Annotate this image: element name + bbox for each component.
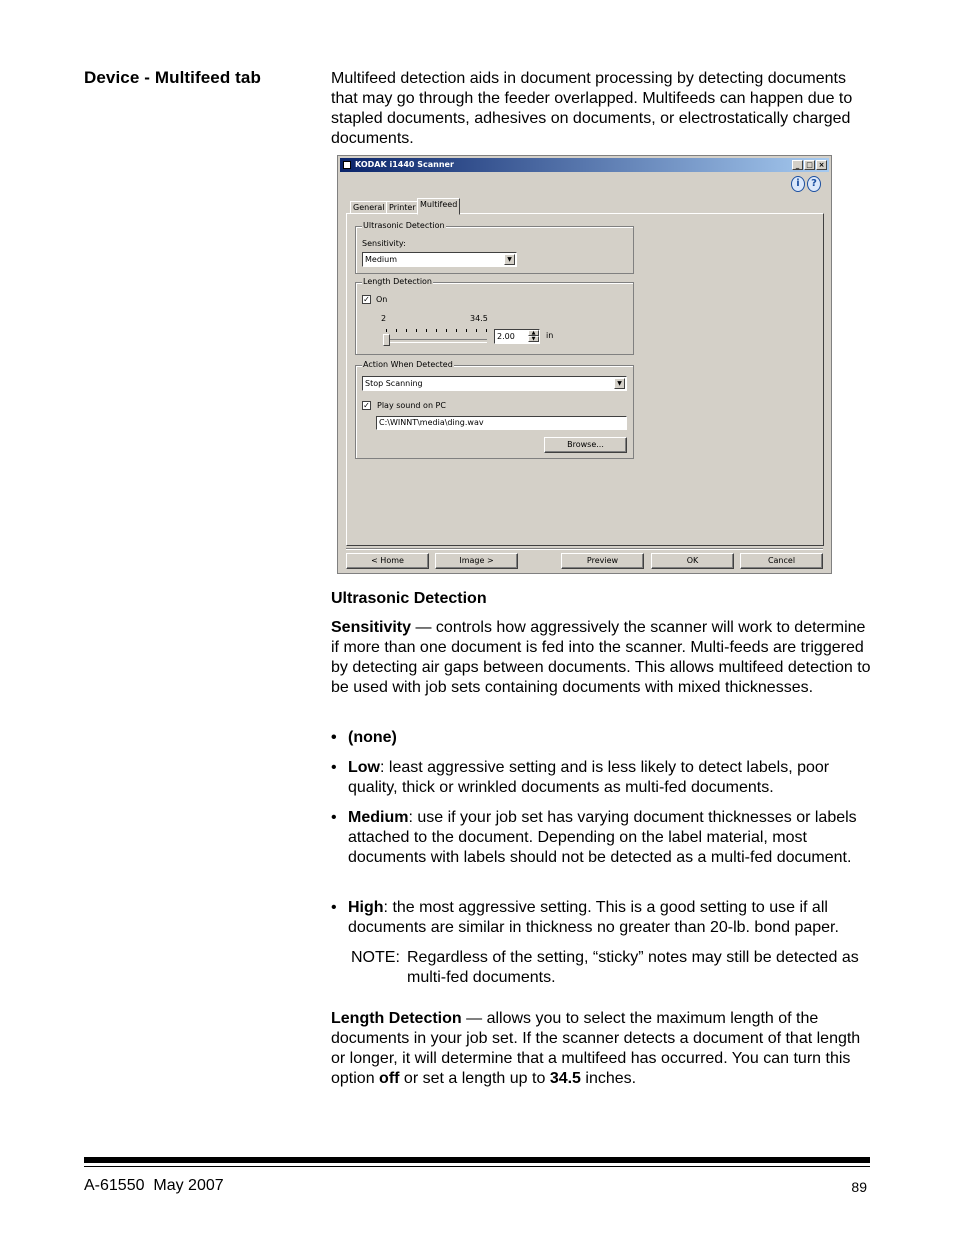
bullet-high bbox=[331, 898, 876, 938]
bullet-term: High bbox=[348, 899, 384, 916]
length-spinbox[interactable] bbox=[494, 329, 540, 344]
bullet-desc: : use if your job set has varying document thicknesses or labels attached to the document. Depending on the label material, most documents with labels should not be detected as a multi-fed document. bbox=[348, 809, 857, 866]
chevron-down-icon[interactable]: ▼ bbox=[614, 378, 625, 389]
length-on-checkbox[interactable]: ✓ bbox=[363, 295, 370, 304]
length-slider-thumb[interactable] bbox=[383, 334, 390, 346]
bullet-low bbox=[331, 758, 876, 798]
slider-tick bbox=[466, 329, 467, 332]
sensitivity-paragraph bbox=[331, 618, 876, 698]
sound-path-value: C:\WINNT\media\ding.wav bbox=[379, 418, 484, 427]
length-on-label: On bbox=[376, 295, 388, 304]
note bbox=[351, 948, 876, 988]
length-off: off bbox=[379, 1070, 400, 1087]
length-desc-1: — allows you to select the maximum length of the documents in your job set. If the scanner detects a document of that length or longer, it will determine that a multifeed has occurred. You can turn this option bbox=[331, 1010, 861, 1087]
slider-tick bbox=[456, 329, 457, 332]
slider-tick bbox=[426, 329, 427, 332]
play-sound-checkbox[interactable]: ✓ bbox=[363, 401, 370, 410]
tab-general[interactable]: General bbox=[350, 201, 388, 214]
cancel-button[interactable]: Cancel bbox=[740, 553, 823, 569]
length-desc-3: inches. bbox=[580, 1070, 637, 1087]
help-user-icon[interactable]: i bbox=[791, 176, 805, 192]
action-group bbox=[355, 360, 634, 459]
action-legend: Action When Detected bbox=[363, 360, 453, 369]
action-select[interactable] bbox=[362, 376, 627, 391]
note-label: NOTE: bbox=[351, 949, 400, 966]
length-group bbox=[355, 277, 634, 355]
slider-tick bbox=[396, 329, 397, 332]
spin-down-icon[interactable]: ▼ bbox=[528, 336, 539, 342]
tab-multifeed[interactable]: Multifeed bbox=[417, 198, 460, 215]
footer-doc-id: A-61550 May 2007 bbox=[84, 1177, 224, 1194]
section-title: Device - Multifeed tab bbox=[84, 68, 261, 87]
bullet-term: Medium bbox=[348, 809, 409, 826]
bullet-marker: • bbox=[331, 809, 337, 826]
help-question-icon[interactable]: ? bbox=[807, 176, 821, 192]
sensitivity-term: Sensitivity bbox=[331, 619, 412, 636]
footer-page-number: 89 bbox=[851, 1179, 867, 1195]
sensitivity-select[interactable] bbox=[362, 252, 517, 267]
tab-printer[interactable]: Printer bbox=[386, 201, 419, 214]
slider-tick bbox=[486, 329, 487, 332]
bullet-medium bbox=[331, 808, 876, 868]
footer-rule-thick bbox=[84, 1157, 870, 1163]
bullet-desc: : least aggressive setting and is less likely to detect labels, poor quality, thick or wrinkled documents as multi-fed documents. bbox=[348, 759, 830, 796]
length-slider-track[interactable] bbox=[383, 339, 487, 343]
sensitivity-desc: — controls how aggressively the scanner will work to determine if more than one document is fed into the scanner. Multi-feeds are triggered by detecting air gaps between documents. This allows multifeed detection to be used with job sets containing documents with mixed thicknesses. bbox=[331, 619, 871, 696]
bullet-marker: • bbox=[331, 899, 337, 916]
sensitivity-value: Medium bbox=[365, 255, 397, 264]
slider-min-label: 2 bbox=[381, 314, 387, 323]
bullet-marker: • bbox=[331, 759, 337, 776]
slider-tick bbox=[406, 329, 407, 332]
minimize-button[interactable]: _ bbox=[792, 160, 803, 170]
multifeed-panel bbox=[346, 213, 824, 546]
help-icons bbox=[791, 176, 821, 192]
bullet-none bbox=[331, 728, 876, 748]
length-unit-label: in bbox=[546, 331, 554, 340]
scanner-app-icon bbox=[343, 161, 351, 169]
action-value: Stop Scanning bbox=[365, 379, 423, 388]
bullet-term: Low bbox=[348, 759, 380, 776]
play-sound-label: Play sound on PC bbox=[377, 401, 446, 410]
ultrasonic-heading: Ultrasonic Detection bbox=[331, 590, 487, 607]
note-text: Regardless of the setting, “sticky” notes may still be detected as multi-fed documents. bbox=[407, 949, 859, 986]
length-term: Length Detection bbox=[331, 1010, 462, 1027]
slider-tick bbox=[446, 329, 447, 332]
ok-button[interactable]: OK bbox=[651, 553, 734, 569]
length-max: 34.5 bbox=[549, 1070, 581, 1087]
scanner-dialog bbox=[337, 155, 832, 574]
intro-paragraph bbox=[331, 69, 876, 149]
sensitivity-label: Sensitivity: bbox=[362, 239, 406, 248]
chevron-down-icon[interactable]: ▼ bbox=[504, 254, 515, 265]
maximize-button[interactable]: □ bbox=[804, 160, 815, 170]
length-legend: Length Detection bbox=[363, 277, 432, 286]
bullet-desc: : the most aggressive setting. This is a good setting to use if all documents are similar in thickness no greater than 20-lb. bond paper. bbox=[348, 899, 839, 936]
footer-rule-thin bbox=[84, 1166, 870, 1167]
length-paragraph bbox=[331, 1009, 876, 1089]
slider-tick bbox=[416, 329, 417, 332]
sound-path-input[interactable] bbox=[376, 416, 627, 430]
slider-tick bbox=[386, 329, 387, 332]
intro-text: Multifeed detection aids in document processing by detecting documents that may go through the feeder overlapped. Multifeeds can happen due to stapled documents, adhesives on documents, or electrostatically charged documents. bbox=[331, 70, 853, 147]
dialog-titlebar bbox=[340, 158, 829, 172]
slider-max-label: 34.5 bbox=[470, 314, 488, 323]
home-button[interactable]: < Home bbox=[346, 553, 429, 569]
length-value: 2.00 bbox=[497, 332, 515, 341]
length-desc-2: or set a length up to bbox=[399, 1070, 550, 1087]
spin-up-icon[interactable]: ▲ bbox=[528, 330, 539, 336]
ultrasonic-group bbox=[355, 221, 634, 274]
browse-button[interactable]: Browse... bbox=[544, 437, 627, 453]
slider-tick bbox=[476, 329, 477, 332]
preview-button[interactable]: Preview bbox=[561, 553, 644, 569]
ultrasonic-legend: Ultrasonic Detection bbox=[363, 221, 445, 230]
image-button[interactable]: Image > bbox=[435, 553, 518, 569]
bullet-term: (none) bbox=[348, 729, 397, 746]
close-button[interactable]: × bbox=[816, 160, 827, 170]
dialog-title: KODAK i1440 Scanner bbox=[355, 160, 454, 169]
slider-tick bbox=[436, 329, 437, 332]
bullet-marker: • bbox=[331, 729, 337, 746]
button-separator bbox=[346, 548, 823, 550]
